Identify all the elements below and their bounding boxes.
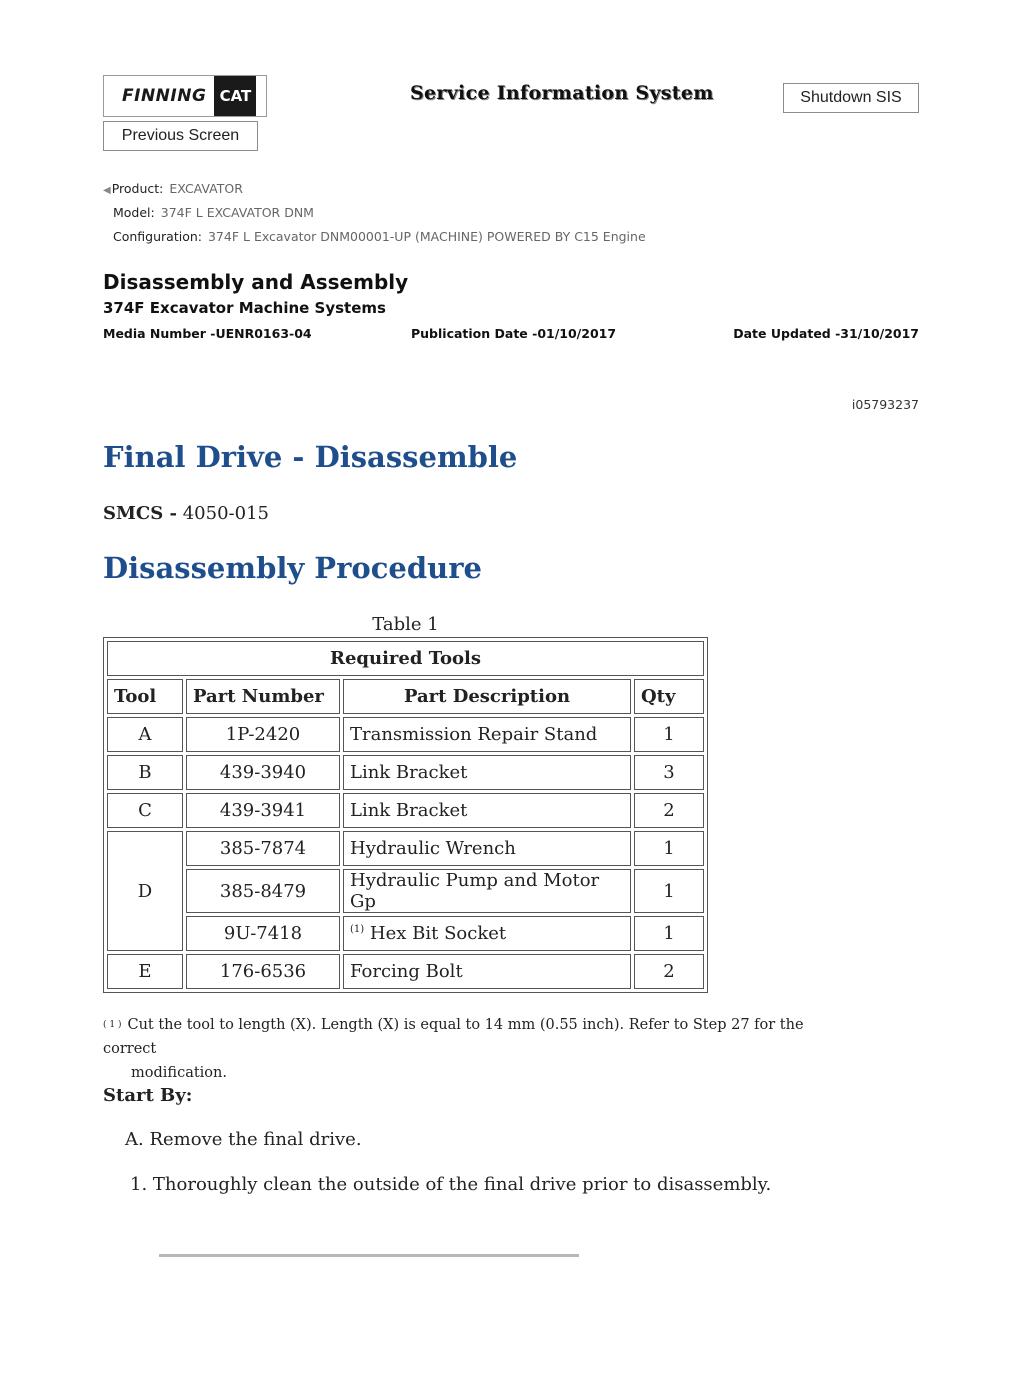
start-by-heading: Start By: (103, 1085, 193, 1106)
part-description-cell: Link Bracket (343, 755, 631, 790)
part-number-cell: 439-3941 (186, 793, 340, 828)
configuration-value: 374F L Excavator DNM00001-UP (MACHINE) POWERED BY C15 Engine (207, 229, 646, 244)
part-description-cell: Link Bracket (343, 793, 631, 828)
qty-cell: 2 (634, 954, 704, 989)
table-row (107, 755, 704, 790)
footnote-mark: ( 1 ) (103, 1020, 122, 1030)
tool-cell: E (107, 954, 183, 989)
qty-cell: 1 (634, 869, 704, 913)
shutdown-sis-button[interactable]: Shutdown SIS (783, 83, 919, 113)
table-title: Required Tools (107, 641, 704, 676)
document-subtitle: 374F Excavator Machine Systems (103, 299, 386, 317)
table-row (107, 717, 704, 752)
qty-cell: 1 (634, 916, 704, 951)
part-description-cell: Transmission Repair Stand (343, 717, 631, 752)
column-header: Part Description (343, 679, 631, 714)
divider (159, 1254, 579, 1257)
part-description-text: Hex Bit Socket (369, 923, 507, 944)
tool-cell: B (107, 755, 183, 790)
qty-cell: 1 (634, 831, 704, 866)
table-footnote (103, 1013, 833, 1085)
footnote-text-continued: modification. (131, 1065, 227, 1081)
part-number-cell: 1P-2420 (186, 717, 340, 752)
part-number-cell: 9U-7418 (186, 916, 340, 951)
step-text: Thoroughly clean the outside of the final drive prior to disassembly. (152, 1174, 772, 1195)
part-description-cell (343, 916, 631, 951)
part-description-cell: Forcing Bolt (343, 954, 631, 989)
table-row (107, 954, 704, 989)
product-value: EXCAVATOR (169, 181, 243, 196)
model-info (113, 205, 314, 220)
procedure-step (130, 1174, 771, 1195)
finning-cat-logo (103, 75, 267, 117)
date-updated: Date Updated -31/10/2017 (733, 326, 919, 341)
qty-cell: 1 (634, 717, 704, 752)
smcs-code (103, 503, 269, 524)
product-label: Product: (111, 181, 164, 196)
tool-cell: C (107, 793, 183, 828)
tool-cell: A (107, 717, 183, 752)
configuration-info (113, 229, 646, 244)
previous-screen-button[interactable]: Previous Screen (103, 121, 258, 151)
smcs-label: SMCS - (103, 503, 177, 524)
page-heading: Final Drive - Disassemble (103, 440, 518, 474)
document-id: i05793237 (851, 397, 919, 412)
part-number-cell: 439-3940 (186, 755, 340, 790)
back-arrow-icon[interactable]: ◀ (103, 185, 111, 196)
part-number-cell: 385-7874 (186, 831, 340, 866)
start-by-step (125, 1129, 362, 1150)
smcs-value: 4050-015 (182, 503, 269, 524)
publication-date: Publication Date -01/10/2017 (411, 326, 617, 341)
footnote-reference[interactable]: (1) (350, 924, 365, 935)
document-title: Disassembly and Assembly (103, 270, 409, 294)
qty-cell: 2 (634, 793, 704, 828)
table-header-row (107, 679, 704, 714)
configuration-label: Configuration: (113, 229, 202, 244)
product-info (103, 181, 243, 196)
qty-cell: 3 (634, 755, 704, 790)
step-text: Remove the final drive. (149, 1129, 362, 1150)
sis-title: Service Information System (410, 82, 714, 104)
step-label: 1. (130, 1174, 148, 1195)
cat-logo: CAT (214, 76, 256, 116)
part-description-cell: Hydraulic Pump and Motor Gp (343, 869, 631, 913)
footnote-text: Cut the tool to length (X). Length (X) is equal to 14 mm (0.55 inch). Refer to Step 27 for the correct (103, 1017, 804, 1057)
required-tools-table (103, 637, 708, 993)
column-header: Qty (634, 679, 704, 714)
table-row (107, 831, 704, 866)
table-row (107, 916, 704, 951)
finning-logo-text: FINNING (122, 86, 207, 106)
tool-cell: D (107, 831, 183, 951)
model-label: Model: (113, 205, 155, 220)
section-heading: Disassembly Procedure (103, 551, 482, 585)
media-number: Media Number -UENR0163-04 (103, 326, 312, 341)
part-description-cell: Hydraulic Wrench (343, 831, 631, 866)
table-row (107, 869, 704, 913)
part-number-cell: 176-6536 (186, 954, 340, 989)
model-value: 374F L EXCAVATOR DNM (160, 205, 314, 220)
step-label: A. (125, 1129, 144, 1150)
part-number-cell: 385-8479 (186, 869, 340, 913)
table-row (107, 793, 704, 828)
column-header: Part Number (186, 679, 340, 714)
table-caption: Table 1 (372, 614, 439, 635)
column-header: Tool (107, 679, 183, 714)
